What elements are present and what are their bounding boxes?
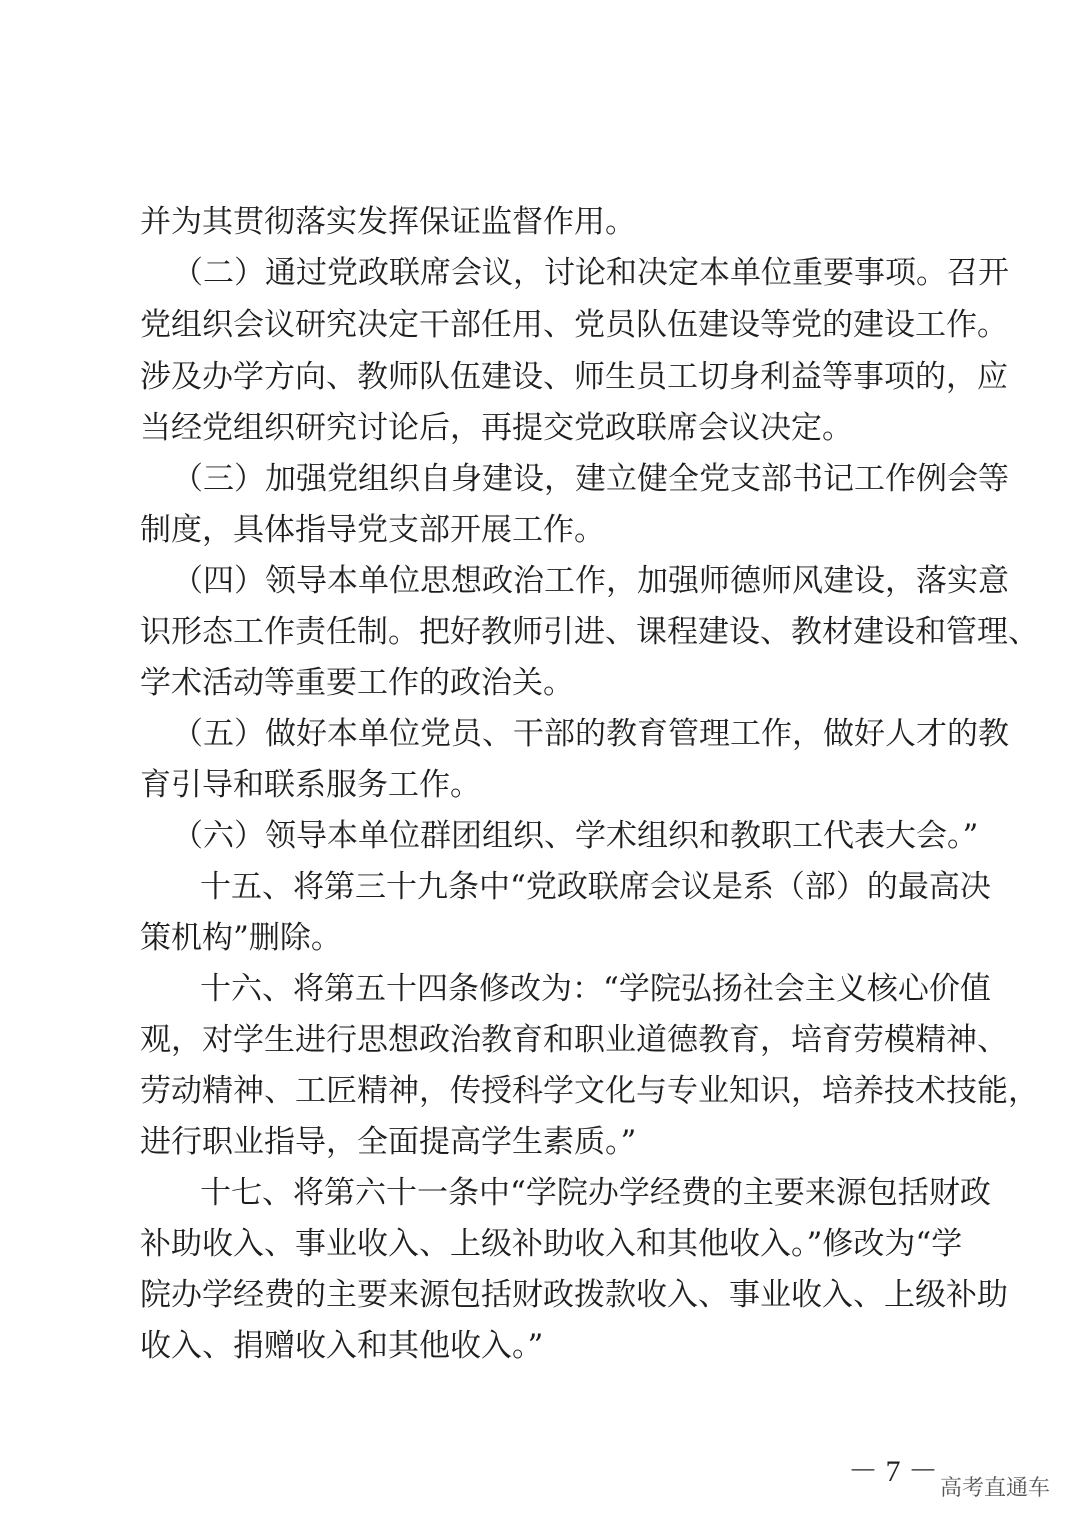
paragraph-line: 涉及办学方向、教师队伍建设、师生员工切身利益等事项的，应 bbox=[140, 359, 1008, 395]
paragraph-line: 十五、将第三十九条中“党政联席会议是系（部）的最高决 bbox=[200, 869, 991, 905]
paragraph-line: 劳动精神、工匠精神，传授科学文化与专业知识，培养技术技能， bbox=[140, 1073, 1039, 1109]
paragraph-line: 院办学经费的主要来源包括财政拨款收入、事业收入、上级补助 bbox=[140, 1277, 1008, 1313]
paragraph-line: 制度，具体指导党支部开展工作。 bbox=[140, 512, 605, 548]
paragraph-line: 识形态工作责任制。把好教师引进、课程建设、教材建设和管理、 bbox=[140, 614, 1039, 650]
paragraph-line: 进行职业指导，全面提高学生素质。” bbox=[140, 1124, 637, 1160]
paragraph-line: （五）做好本单位党员、干部的教育管理工作，做好人才的教 bbox=[172, 716, 1009, 752]
paragraph-line: 策机构”删除。 bbox=[140, 920, 342, 956]
paragraph-line: （二）通过党政联席会议，讨论和决定本单位重要事项。召开 bbox=[172, 255, 1009, 291]
page-number: － 7 － bbox=[848, 1455, 938, 1488]
paragraph-line: 观，对学生进行思想政治教育和职业道德教育，培育劳模精神、 bbox=[140, 1022, 1008, 1058]
paragraph-line: （四）领导本单位思想政治工作，加强师德师风建设，落实意 bbox=[172, 563, 1009, 599]
paragraph-line: （六）领导本单位群团组织、学术组织和教职工代表大会。” bbox=[172, 818, 979, 854]
paragraph-line: 补助收入、事业收入、上级补助收入和其他收入。”修改为“学 bbox=[140, 1226, 963, 1262]
paragraph-line: 并为其贯彻落实发挥保证监督作用。 bbox=[140, 204, 636, 240]
paragraph-line: 十六、将第五十四条修改为：“学院弘扬社会主义核心价值 bbox=[200, 971, 991, 1007]
watermark: 高考直通车 bbox=[940, 1476, 1051, 1501]
paragraph-line: （三）加强党组织自身建设，建立健全党支部书记工作例会等 bbox=[172, 461, 1009, 497]
paragraph-line: 学术活动等重要工作的政治关。 bbox=[140, 665, 574, 701]
paragraph-line: 收入、捐赠收入和其他收入。” bbox=[140, 1328, 544, 1364]
paragraph-line: 当经党组织研究讨论后，再提交党政联席会议决定。 bbox=[140, 410, 853, 446]
paragraph-line: 党组织会议研究决定干部任用、党员队伍建设等党的建设工作。 bbox=[140, 307, 1008, 343]
paragraph-line: 十七、将第六十一条中“学院办学经费的主要来源包括财政 bbox=[200, 1175, 991, 1211]
paragraph-line: 育引导和联系服务工作。 bbox=[140, 767, 481, 803]
